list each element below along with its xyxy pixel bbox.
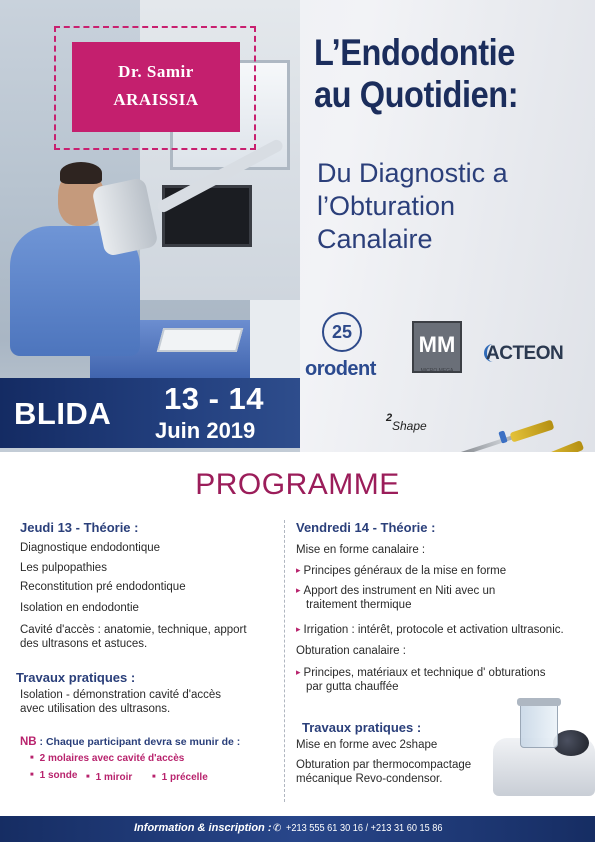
- nb-note: [20, 736, 240, 748]
- speaker-first-name: Dr. Samir: [118, 62, 194, 81]
- micro-mega-logo-text: MICRO MEGA: [420, 368, 454, 374]
- programme-heading: PROGRAMME: [195, 468, 400, 501]
- day2-bullet: ▸ Apport des instrument en Niti avec un: [296, 584, 495, 599]
- page-title: [314, 32, 556, 116]
- micro-mega-logo: MM: [412, 321, 462, 373]
- day1-heading: Jeudi 13 - Théorie :: [20, 520, 139, 535]
- column-divider: [284, 520, 285, 802]
- subtitle-line-3: Canalaire: [317, 224, 433, 254]
- day2-bullet: ▸ Irrigation : intérêt, protocole et activation ultrasonic.: [296, 623, 564, 638]
- nb-item: ■ 2 molaires avec cavité d'accès: [30, 753, 184, 764]
- day1-topic: Reconstitution pré endodontique: [20, 581, 186, 593]
- day2-tp-item: Mise en forme avec 2shape: [296, 739, 438, 751]
- photo-person-hair: [60, 162, 102, 184]
- subtitle-line-2: l’Obturation: [317, 191, 456, 221]
- day2-bullet: ▸ Principes, matériaux et technique d' obturations: [296, 666, 545, 681]
- photo-instrument-tray: [157, 328, 243, 352]
- title-line-1: L’Endodontie: [314, 32, 515, 73]
- day2-tp-item: Obturation par thermocompactage: [296, 759, 472, 771]
- 2shape-logo-number: 2: [386, 412, 393, 424]
- device-knob: [553, 730, 589, 756]
- day1-topic: Les pulpopathies: [20, 562, 107, 574]
- day2-section-title: Mise en forme canalaire :: [296, 544, 426, 556]
- day2-bullet-continued: par gutta chauffée: [306, 681, 399, 693]
- day2-section-title: Obturation canalaire :: [296, 645, 406, 657]
- day2-bullet-continued: traitement thermique: [306, 599, 412, 611]
- title-line-2: au Quotidien:: [314, 74, 519, 115]
- day1-tp-heading: Travaux pratiques :: [16, 670, 136, 685]
- day2-bullet: ▸ Principes généraux de la mise en forme: [296, 564, 506, 579]
- event-days: 13 - 14: [164, 381, 265, 416]
- day1-tp-item: Isolation - démonstration cavité d'accès: [20, 689, 221, 701]
- footer-phone-numbers[interactable]: +213 555 61 30 16 / +213 31 60 15 86: [286, 823, 443, 834]
- nb-item: ■ 1 sonde: [30, 770, 77, 781]
- nb-text: : Chaque participant devra se munir de :: [39, 736, 241, 748]
- acteon-logo: ACTEON: [486, 343, 564, 364]
- day1-topic: Diagnostique endodontique: [20, 542, 161, 554]
- day1-tp-item: avec utilisation des ultrasons.: [20, 703, 171, 715]
- speaker-name-box: [72, 42, 240, 132]
- page-subtitle: [317, 157, 587, 256]
- nb-label: NB: [20, 736, 37, 748]
- nb-item: ■ 1 précelle: [152, 772, 208, 783]
- 2shape-logo: Shape: [392, 419, 427, 433]
- nb-item: ■ 1 miroir: [86, 772, 132, 783]
- orodent-logo: orodent: [305, 358, 376, 380]
- device-jar: [520, 702, 558, 748]
- device-jar-lid: [517, 698, 561, 706]
- day1-topic: des ultrasons et astuces.: [20, 638, 148, 650]
- day1-topic: Cavité d'accès : anatomie, technique, apport: [20, 624, 247, 636]
- day2-tp-heading: Travaux pratiques :: [302, 720, 422, 735]
- event-city: BLIDA: [14, 396, 112, 431]
- footer-label: Information & inscription :: [134, 822, 272, 834]
- speaker-last-name: ARAISSIA: [113, 90, 199, 109]
- subtitle-line-1: Du Diagnostic a: [317, 158, 508, 188]
- day1-topic: Isolation en endodontie: [20, 602, 139, 614]
- file-handle-1: [510, 419, 555, 442]
- file-handle-2: [540, 440, 585, 452]
- orodent-25-badge-logo: 25: [322, 312, 362, 352]
- day2-tp-item: mécanique Revo-condensor.: [296, 773, 443, 785]
- event-month-year: Juin 2019: [155, 418, 256, 443]
- day2-heading: Vendredi 14 - Théorie :: [296, 520, 436, 535]
- phone-icon: ✆: [273, 823, 282, 834]
